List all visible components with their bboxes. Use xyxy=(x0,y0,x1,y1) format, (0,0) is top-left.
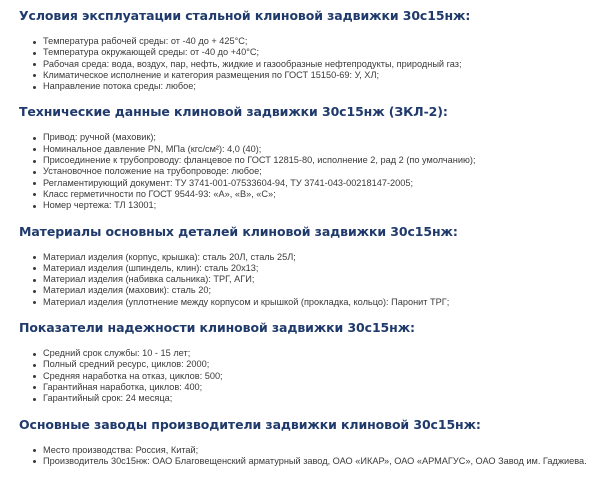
sections-container xyxy=(19,7,600,467)
list-item: Температура окружающей среды: от -40 до +40°С; xyxy=(33,47,600,58)
section xyxy=(19,103,600,211)
list-item: Материал изделия (маховик): сталь 20; xyxy=(33,285,600,296)
list-item: Средний срок службы: 10 - 15 лет; xyxy=(33,348,600,359)
section xyxy=(19,319,600,404)
list-item: Климатическое исполнение и категория размещения по ГОСТ 15150-69: У, ХЛ; xyxy=(33,70,600,81)
list-item: Привод: ручной (маховик); xyxy=(33,132,600,143)
list-item: Средняя наработка на отказ, циклов: 500; xyxy=(33,371,600,382)
list-item: Материал изделия (уплотнение между корпусом и крышкой (прокладка, кольцо): Паронит ТРГ; xyxy=(33,297,600,308)
section-title: Основные заводы производители задвижки клиновой 30с15нж: xyxy=(19,416,481,432)
list-item: Регламентирующий документ: ТУ 3741-001-07533604-94, ТУ 3741-043-00218147-2005; xyxy=(33,178,600,189)
list-item: Материал изделия (шпиндель, клин): сталь 20х13; xyxy=(33,263,600,274)
list-item: Установочное положение на трубопроводе: любое; xyxy=(33,166,600,177)
list-item: Номинальное давление PN, МПа (кгс/см²): 4,0 (40); xyxy=(33,144,600,155)
list-item: Полный средний ресурс, циклов: 2000; xyxy=(33,359,600,370)
list-item: Температура рабочей среды: от -40 до + 425°С; xyxy=(33,36,600,47)
section xyxy=(19,416,600,468)
list-item: Рабочая среда: вода, воздух, пар, нефть, жидкие и газообразные нефтепродукты, природный газ; xyxy=(33,59,600,70)
section-title: Технические данные клиновой задвижки 30с15нж (ЗКЛ-2): xyxy=(19,104,448,120)
section-title: Показатели надежности клиновой задвижки 30с15нж: xyxy=(19,320,415,336)
list-item: Место производства: Россия, Китай; xyxy=(33,445,600,456)
section xyxy=(19,223,600,308)
bullet-list xyxy=(19,252,600,308)
list-item: Гарантийная наработка, циклов: 400; xyxy=(33,382,600,393)
bullet-list xyxy=(19,445,600,468)
list-item: Направление потока среды: любое; xyxy=(33,81,600,92)
list-item: Присоединение к трубопроводу: фланцевое по ГОСТ 12815-80, исполнение 2, рад 2 (по умолчанию); xyxy=(33,155,600,166)
list-item: Материал изделия (набивка сальника): ТРГ, АГИ; xyxy=(33,274,600,285)
section xyxy=(19,7,600,92)
bullet-list xyxy=(19,132,600,211)
list-item: Производитель 30с15нж: ОАО Благовещенский арматурный завод, ОАО «ИКАР», ОАО «АРМАГУС», ОАО Завод им. Гаджиева. xyxy=(33,456,600,467)
bullet-list xyxy=(19,36,600,92)
section-title: Условия эксплуатации стальной клиновой задвижки 30с15нж: xyxy=(19,8,471,23)
list-item: Гарантийный срок: 24 месяца; xyxy=(33,393,600,404)
list-item: Материал изделия (корпус, крышка): сталь 20Л, сталь 25Л; xyxy=(33,252,600,263)
section-title: Материалы основных деталей клиновой задвижки 30с15нж: xyxy=(19,223,458,239)
list-item: Класс герметичности по ГОСТ 9544-93: «А», «В», «С»; xyxy=(33,189,600,200)
list-item: Номер чертежа: ТЛ 13001; xyxy=(33,200,600,211)
bullet-list xyxy=(19,348,600,404)
